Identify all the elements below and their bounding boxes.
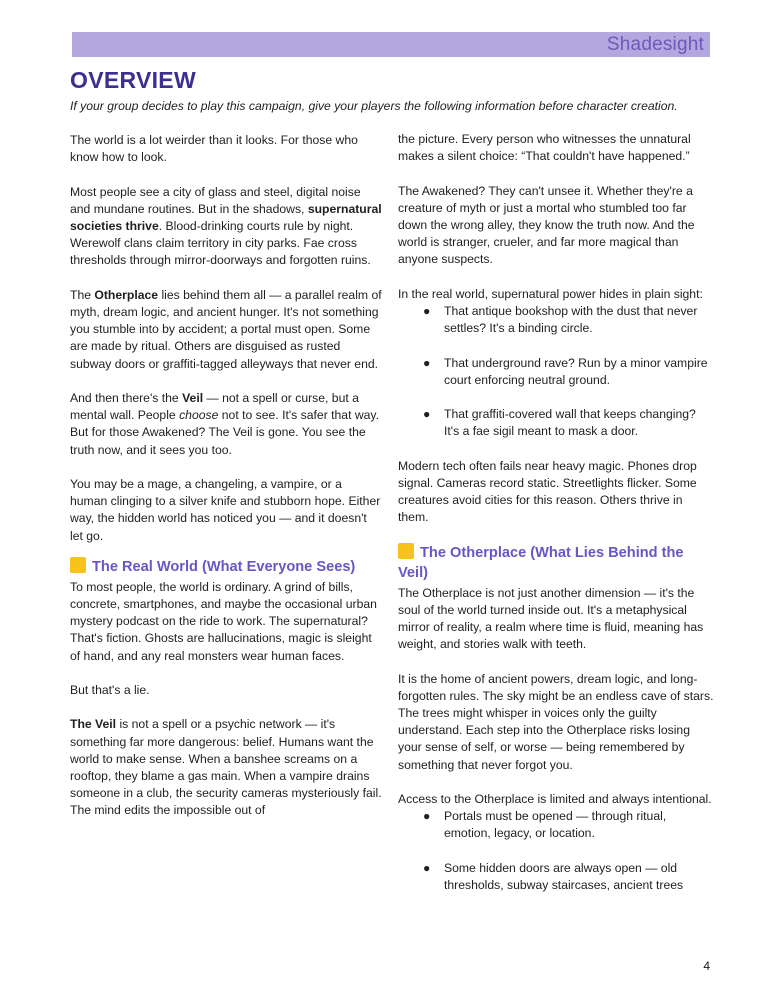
paragraph: But that's a lie. <box>70 683 150 698</box>
list-item: ● That graffiti-covered wall that keeps changing? It's a fae sigil meant to mask a door. <box>423 407 696 439</box>
paragraph: The Otherplace is not just another dimension — it's the soul of the world turned inside out. It's a metaphysical mirror of reality, a realm where time is fluid, meaning has weight, and stories walk with teeth. <box>398 585 704 652</box>
list-item: ● That underground rave? Run by a minor vampire court enforcing neutral ground. <box>423 355 708 387</box>
paragraph: The world is a lot weirder than it looks. For those who know how to look. <box>70 133 358 165</box>
section-heading-otherplace: The Otherplace (What Lies Behind the Veil) <box>398 544 684 581</box>
yellow-square-icon <box>398 543 414 559</box>
paragraph: And then there's the Veil — not a spell or curse, but a mental wall. People choose not to see. It's safer that way. But for those Awakened? The Veil is gone. You see the truth now, and it sees you too. <box>70 391 380 457</box>
right-column <box>398 131 714 911</box>
list-item: ● Portals must be opened — through ritual, emotion, legacy, or location. <box>423 809 667 841</box>
paragraph: In the real world, supernatural power hides in plain sight: <box>398 286 703 301</box>
bullet-icon: ● <box>423 407 431 422</box>
paragraph: The Awakened? They can't unsee it. Whether they're a creature of myth or just a mortal who stumbled too far down the wrong alley, they know the truth now. And the world is stranger, crueler, and far more magical than anyone suspects. <box>398 183 695 267</box>
paragraph: Access to the Otherplace is limited and always intentional. <box>398 792 712 806</box>
paragraph: It is the home of ancient powers, dream logic, and long-forgotten rules. The sky might be an endless cave of stars. The trees might whisper in voices only the guilty understand. Each step into the Otherplace risks losing your sense of self, or worse — being remembered by something that never forgot you. <box>398 671 714 772</box>
paragraph: The Otherplace lies behind them all — a parallel realm of myth, dream logic, and ancient hunger. It's not something you stumble into by accident; a portal must open. Some are made by ritual. Others are disguised as rusted subway doors or graffiti-tagged alleyways that never end. <box>70 287 382 371</box>
list-item: ● That antique bookshop with the dust that never settles? It's a binding circle. <box>423 304 698 336</box>
bold-phrase: The Veil <box>70 717 117 732</box>
section-heading-real-world: The Real World (What Everyone Sees) <box>70 557 382 577</box>
header-title: Shadesight <box>606 33 704 55</box>
bold-phrase: Veil <box>182 391 204 405</box>
paragraph: the picture. Every person who witnesses the unnatural makes a silent choice: “That couldn't have happened.” <box>398 132 691 164</box>
bold-phrase: supernatural societies thrive <box>70 201 382 233</box>
bullet-icon: ● <box>423 304 431 318</box>
page-number: 4 <box>703 959 710 973</box>
bullet-icon: ● <box>423 355 431 370</box>
paragraph: Most people see a city of glass and steel, digital noise and mundane routines. But in the shadows, supernatural societies thrive. Blood-drinking courts rule by night. Werewolf clans claim territory in city parks. Fae cross thresholds through mirror-doorways and forgotten ruins. <box>70 184 382 268</box>
page-title: OVERVIEW <box>70 67 196 93</box>
paragraph: The Veil is not a spell or a psychic network — it's something far more dangerous: belief. Humans want the world to make sense. When a banshee screams on a rooftop, they blame a gas main. When a vampire drains someone in a club, the security cameras mysteriously fail. The mind edits the impossible out of <box>70 717 382 818</box>
bullet-icon: ● <box>423 809 431 824</box>
paragraph: You may be a mage, a changeling, a vampire, or a human clinging to a silver knife and stubborn hope. Either way, the hidden world has noticed you — and it doesn't let go. <box>70 477 381 543</box>
intro-text: If your group decides to play this campaign, give your players the following information before character creation. <box>70 99 678 113</box>
left-column <box>70 132 382 820</box>
list-item: ● Some hidden doors are always open — old thresholds, subway staircases, ancient trees <box>423 860 684 892</box>
bold-phrase: Otherplace <box>94 287 159 302</box>
bullet-list <box>398 808 714 894</box>
bullet-list <box>398 303 714 441</box>
yellow-square-icon <box>70 557 86 573</box>
header-band <box>72 32 710 57</box>
paragraph: To most people, the world is ordinary. A grind of bills, concrete, smartphones, and maybe the occasional urban mystery podcast on the ride to work. The supernatural? That's fiction. Ghosts are hallucinations, magic is sleight of hand, and any real monsters wear human faces. <box>70 579 377 663</box>
paragraph: Modern tech often fails near heavy magic. Phones drop signal. Cameras record static. Streetlights flicker. Some creatures avoid cities for this reason. Others thrive in them. <box>398 458 697 525</box>
bullet-icon: ● <box>423 860 431 875</box>
italic-phrase: choose <box>179 408 219 423</box>
